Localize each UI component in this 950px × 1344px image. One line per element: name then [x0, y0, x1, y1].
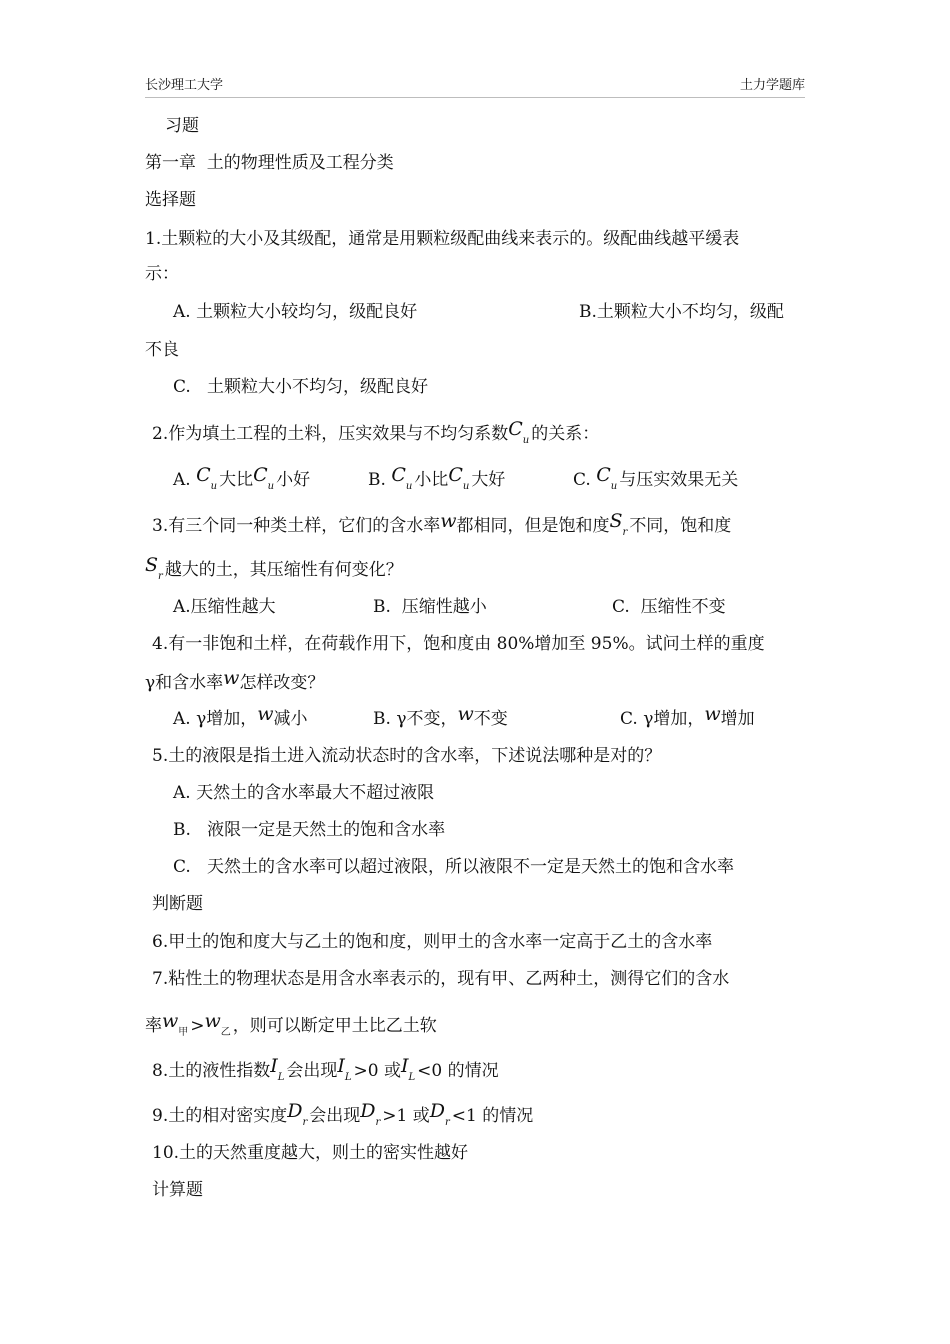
q4-stem: 4.有一非饱和土样，在荷载作用下，饱和度由 80%增加至 95%。试问土样的重度	[152, 634, 765, 654]
page-title: 习题	[165, 116, 199, 136]
q4-option-b: B. γ不变，w不变	[373, 703, 508, 729]
q3-option-c: C. 压缩性不变	[612, 597, 726, 617]
q3-stem-cont: $S_r$ 越大的土，其压缩性有何变化？	[145, 554, 403, 582]
chapter-heading: 第一章 土的物理性质及工程分类	[145, 153, 394, 173]
q3-stem: 3.有三个同一种类土样，它们的含水率w都相同，但是饱和度$S_r$ 不同，饱和度	[152, 510, 732, 538]
q9-stem: 9.土的相对密实度$D_r$ 会出现$D_r >1$ 或$D_r <1$ 的情况	[152, 1100, 534, 1128]
q2-option-b: B. $C_u$ 小比$C_u$ 大好	[368, 464, 506, 492]
q4-option-c: C. γ增加，w增加	[620, 703, 755, 729]
q5-option-a: A. 天然土的含水率最大不超过液限	[173, 783, 435, 803]
section-choice-heading: 选择题	[145, 190, 196, 210]
q2-option-a: A. $C_u$ 大比$C_u$ 小好	[173, 464, 311, 492]
q1-option-b-cont: 不良	[145, 340, 179, 360]
q5-stem: 5.土的液限是指土进入流动状态时的含水率，下述说法哪种是对的？	[152, 746, 662, 766]
q5-option-c: C. 天然土的含水率可以超过液限，所以液限不一定是天然土的饱和含水率	[173, 857, 735, 877]
q4-option-a: A. γ增加，w减小	[173, 703, 308, 729]
q3-option-b: B. 压缩性越小	[373, 597, 487, 617]
q1-option-b: B.土颗粒大小不均匀，级配	[579, 302, 784, 322]
q8-stem: 8.土的液性指数$I_L$ 会出现$I_L >0$ 或$I_L <0$ 的情况	[152, 1055, 499, 1083]
section-calc-heading: 计算题	[152, 1180, 203, 1200]
q4-stem-cont: γ和含水率w怎样改变？	[145, 667, 325, 693]
q5-option-b: B. 液限一定是天然土的饱和含水率	[173, 820, 446, 840]
header-subject: 土力学题库	[739, 78, 805, 93]
q6-stem: 6.甲土的饱和度大与乙土的饱和度，则甲土的含水率一定高于乙土的含水率	[152, 932, 713, 952]
header-rule	[145, 97, 805, 98]
q1-stem-cont: 示：	[145, 264, 179, 284]
header-school: 长沙理工大学	[145, 78, 224, 93]
q7-stem-cont: 率$w_甲 >w_乙$ ，则可以断定甲土比乙土软	[145, 1010, 437, 1038]
q7-stem: 7.粘性土的物理状态是用含水率表示的，现有甲、乙两种土，测得它们的含水	[152, 969, 730, 989]
q3-option-a: A.压缩性越大	[173, 597, 276, 617]
q2-stem: 2.作为填土工程的土料，压实效果与不均匀系数$C_u$ 的关系：	[152, 418, 600, 446]
section-judge-heading: 判断题	[152, 894, 203, 914]
q1-stem: 1.土颗粒的大小及其级配，通常是用颗粒级配曲线来表示的。级配曲线越平缓表	[145, 229, 740, 249]
q1-option-a: A. 土颗粒大小较均匀，级配良好	[173, 302, 418, 322]
q10-stem: 10.土的天然重度越大，则土的密实性越好	[152, 1143, 469, 1163]
q2-option-c: C. $C_u$ 与压实效果无关	[573, 464, 739, 492]
q1-option-c: C. 土颗粒大小不均匀，级配良好	[173, 377, 429, 397]
